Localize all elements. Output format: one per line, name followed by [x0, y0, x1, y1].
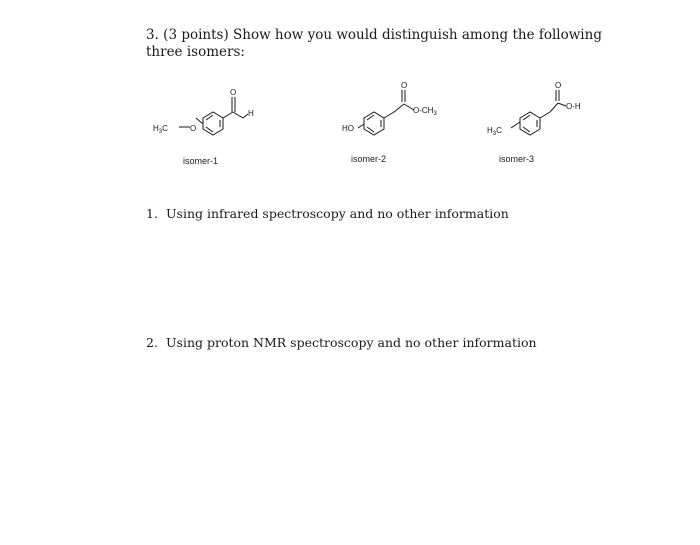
isomer-3-hydroxyl-label: O-H [566, 102, 581, 111]
isomer-3-carbonyl-oxygen: O [555, 81, 562, 90]
isomer-3-structure [511, 90, 566, 135]
isomer-structures [0, 0, 700, 200]
part-1 [146, 206, 509, 221]
isomer-3-label: isomer-3 [499, 154, 535, 164]
part-2-number: 2. [146, 335, 158, 350]
isomer-3-methyl-label: $H_3C$ [487, 126, 502, 137]
isomer-1-label: isomer-1 [183, 156, 219, 166]
part-1-text: Using infrared spectroscopy and no other information [166, 206, 509, 221]
isomer-1-carbonyl-oxygen: O [230, 88, 237, 97]
isomer-2-structure [358, 90, 414, 135]
part-2 [146, 335, 537, 350]
isomer-1-ether-oxygen: O [190, 124, 197, 133]
isomer-1-methyl-label: $H_3C$ [153, 124, 168, 135]
isomer-1-aldehyde-h: H [248, 109, 254, 118]
question-text: 3. (3 points) Show how you would distinguish among the following three isomers: [146, 27, 602, 60]
isomer-2-carbonyl-oxygen: O [401, 81, 408, 90]
part-2-text: Using proton NMR spectroscopy and no other information [166, 335, 537, 350]
isomer-2-hydroxyl-label: HO [342, 124, 354, 133]
isomer-2-methoxy-label: $O-CH_3$ [413, 106, 437, 117]
isomer-2-label: isomer-2 [351, 154, 387, 164]
part-1-number: 1. [146, 206, 158, 221]
